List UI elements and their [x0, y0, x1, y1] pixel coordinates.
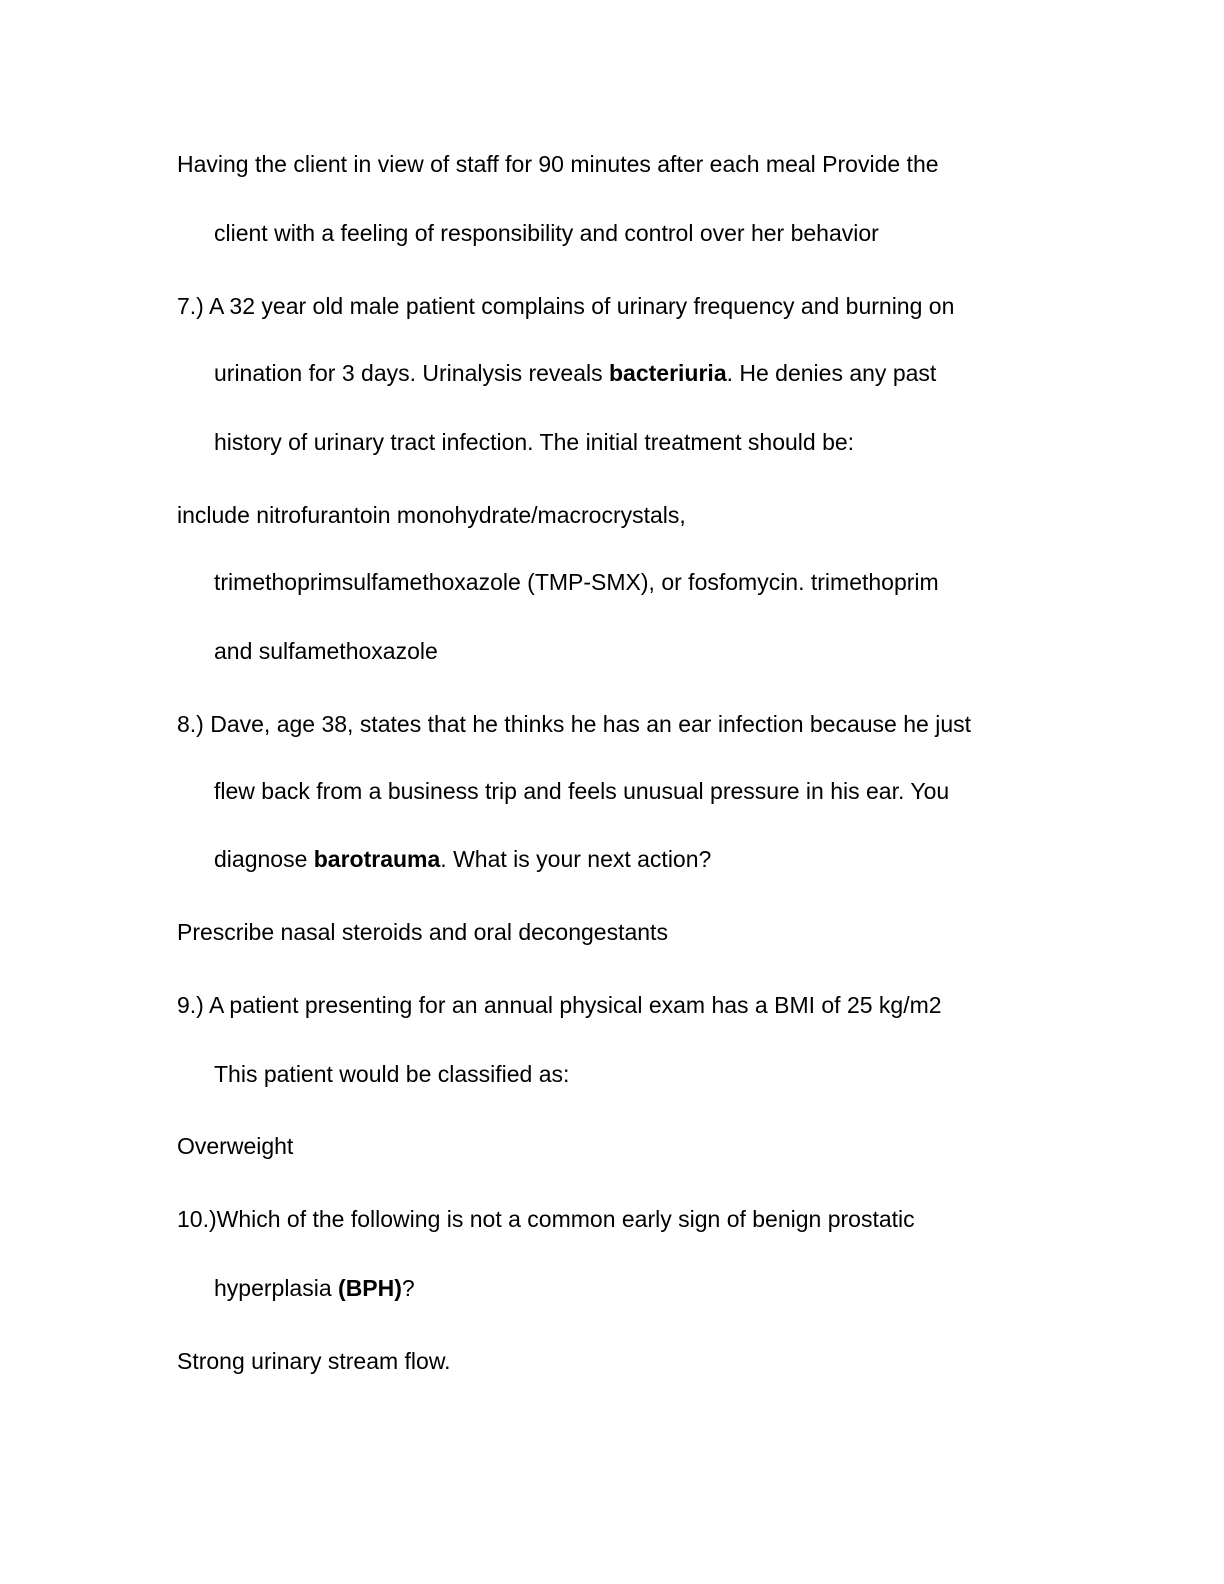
question-9-line-1: 9.) A patient presenting for an annual physical exam has a BMI of 25 kg/m2 [177, 992, 942, 1018]
bacteriuria-term: bacteriuria [609, 360, 727, 386]
answer-7-line-1: include nitrofurantoin monohydrate/macrocrystals, [177, 502, 686, 528]
answer-9: Overweight [177, 1133, 294, 1159]
question-7-line-2-text: urination for 3 days. Urinalysis reveals [214, 360, 609, 386]
question-10-line-2 [214, 1273, 415, 1303]
question-8-line-3 [214, 844, 711, 874]
answer-10: Strong urinary stream flow. [177, 1348, 451, 1374]
question-8-line-3-tail: . What is your next action? [440, 846, 712, 872]
intro-line-1: Having the client in view of staff for 90 minutes after each meal Provide the [177, 151, 939, 177]
question-7-line-1: 7.) A 32 year old male patient complains of urinary frequency and burning on [177, 293, 955, 319]
answer-8: Prescribe nasal steroids and oral decongestants [177, 919, 668, 945]
intro-line-2: client with a feeling of responsibility and control over her behavior [214, 220, 879, 246]
answer-7-line-3: and sulfamethoxazole [214, 638, 438, 664]
question-10-line-2-text: hyperplasia [214, 1275, 339, 1301]
question-8-line-2: flew back from a business trip and feels unusual pressure in his ear. You [214, 778, 950, 804]
question-9-line-2: This patient would be classified as: [214, 1061, 570, 1087]
answer-7-line-2: trimethoprimsulfamethoxazole (TMP-SMX), or fosfomycin. trimethoprim [214, 569, 939, 595]
question-8-line-3-text: diagnose [214, 846, 314, 872]
barotrauma-term: barotrauma [313, 846, 441, 872]
question-7-line-2 [214, 358, 936, 388]
question-7-line-2-tail: . He denies any past [726, 360, 937, 386]
question-10-line-1: 10.)Which of the following is not a common early sign of benign prostatic [177, 1206, 915, 1232]
question-7-line-3: history of urinary tract infection. The initial treatment should be: [214, 429, 855, 455]
question-8-line-1: 8.) Dave, age 38, states that he thinks he has an ear infection because he just [177, 711, 972, 737]
question-10-line-2-tail: ? [401, 1275, 415, 1301]
bph-term: (BPH) [338, 1275, 402, 1301]
